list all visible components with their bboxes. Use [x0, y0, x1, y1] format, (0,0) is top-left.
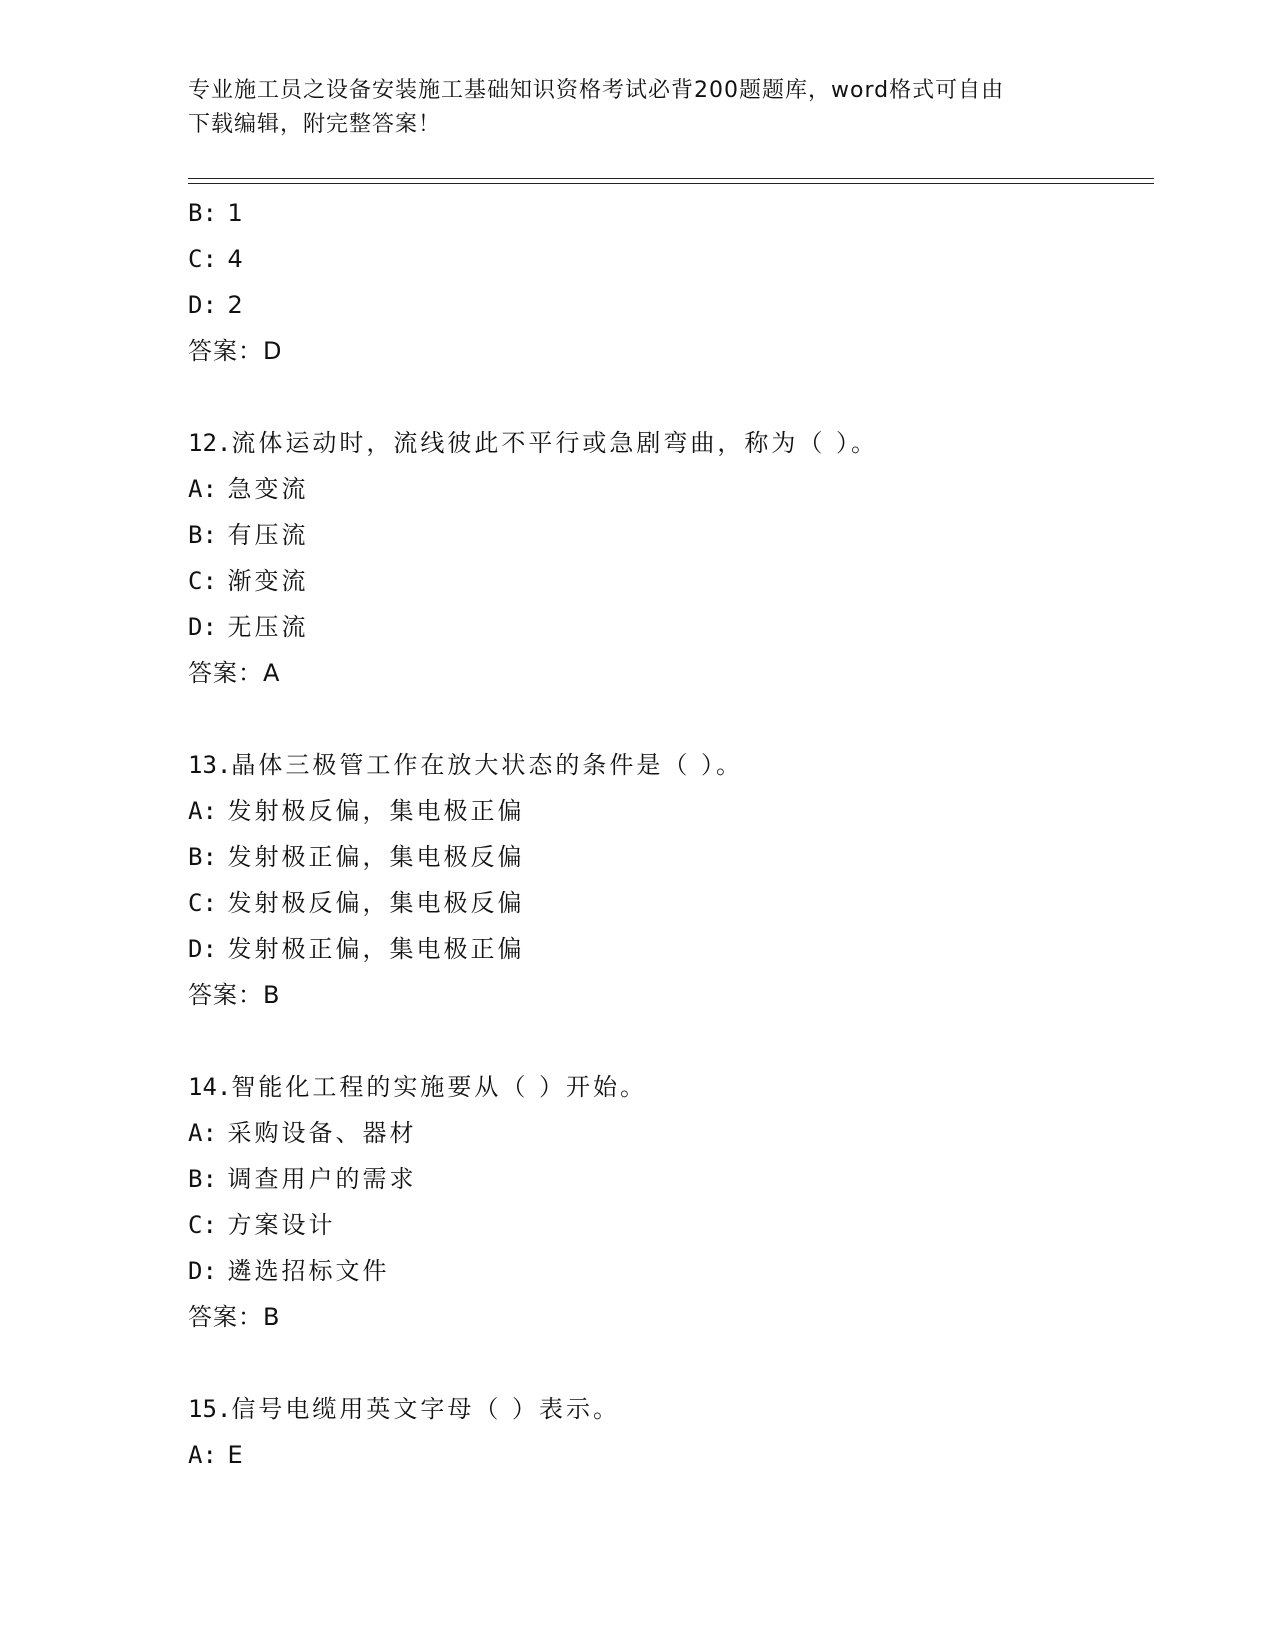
- question-number: 12.: [188, 429, 232, 457]
- answer-label: 答案：: [188, 659, 263, 687]
- option-row: [188, 1110, 1154, 1156]
- answer-row: [188, 1294, 1154, 1340]
- option-row: [188, 1156, 1154, 1202]
- option-separator: :: [202, 1441, 217, 1469]
- option-text: 发射极反偏，集电极反偏: [227, 889, 525, 917]
- answer-value: B: [263, 1303, 281, 1331]
- option-letter: C: [188, 1211, 203, 1239]
- answer-label: 答案：: [188, 337, 263, 365]
- option-text: 调查用户的需求: [227, 1165, 417, 1193]
- answer-value: B: [263, 981, 281, 1009]
- question-text: 智能化工程的实施要从（ ）开始。: [231, 1073, 647, 1101]
- option-separator: :: [202, 199, 217, 227]
- question-spacer: [188, 1018, 1154, 1064]
- option-letter: B: [188, 199, 203, 227]
- answer-row: [188, 972, 1154, 1018]
- option-separator: :: [202, 521, 217, 549]
- option-separator: :: [202, 935, 217, 963]
- option-letter: B: [188, 843, 203, 871]
- answer-value: D: [263, 337, 283, 365]
- option-letter: C: [188, 245, 203, 273]
- question-block-15: [188, 1386, 1154, 1478]
- option-separator: :: [202, 797, 217, 825]
- answer-row: [188, 328, 1154, 374]
- option-letter: C: [188, 567, 203, 595]
- option-text: 发射极反偏，集电极正偏: [227, 797, 525, 825]
- document-header: [188, 74, 1068, 142]
- option-row: [188, 282, 1154, 328]
- answer-row: [188, 650, 1154, 696]
- option-separator: :: [202, 843, 217, 871]
- option-text: E: [227, 1441, 246, 1469]
- option-text: 渐变流: [227, 567, 309, 595]
- option-separator: :: [202, 245, 217, 273]
- question-stem: [188, 1064, 1154, 1110]
- question-block-14: [188, 1064, 1154, 1340]
- question-block-13: [188, 742, 1154, 1018]
- question-text: 信号电缆用英文字母（ ）表示。: [231, 1395, 620, 1423]
- question-stem: [188, 420, 1154, 466]
- option-row: [188, 512, 1154, 558]
- option-row: [188, 558, 1154, 604]
- option-separator: :: [202, 291, 217, 319]
- option-text: 方案设计: [227, 1211, 336, 1239]
- question-block-12: [188, 420, 1154, 696]
- option-row: [188, 834, 1154, 880]
- answer-label: 答案：: [188, 981, 263, 1009]
- option-row: [188, 466, 1154, 512]
- option-letter: D: [188, 935, 203, 963]
- header-divider-bottom: [188, 183, 1154, 184]
- question-stem: [188, 742, 1154, 788]
- answer-label: 答案：: [188, 1303, 263, 1331]
- option-row: [188, 1202, 1154, 1248]
- option-separator: :: [202, 1211, 217, 1239]
- question-number: 14.: [188, 1073, 232, 1101]
- option-letter: D: [188, 613, 203, 641]
- question-stem: [188, 1386, 1154, 1432]
- header-line-2: 下载编辑，附完整答案！: [188, 112, 442, 137]
- question-spacer: [188, 374, 1154, 420]
- option-text: 采购设备、器材: [227, 1119, 417, 1147]
- option-letter: D: [188, 291, 203, 319]
- question-spacer: [188, 1340, 1154, 1386]
- option-separator: :: [202, 475, 217, 503]
- option-separator: :: [202, 613, 217, 641]
- option-letter: B: [188, 521, 203, 549]
- option-separator: :: [202, 889, 217, 917]
- option-letter: A: [188, 797, 203, 825]
- option-letter: B: [188, 1165, 203, 1193]
- question-text: 晶体三极管工作在放大状态的条件是（ ）。: [231, 751, 743, 779]
- option-row: [188, 190, 1154, 236]
- option-text: 2: [227, 291, 246, 319]
- option-letter: A: [188, 1441, 203, 1469]
- option-separator: :: [202, 1165, 217, 1193]
- option-text: 发射极正偏，集电极正偏: [227, 935, 525, 963]
- header-divider-top: [188, 178, 1154, 179]
- question-content: [188, 190, 1154, 1478]
- header-line-1: 专业施工员之设备安装施工基础知识资格考试必背200题题库，word格式可自由: [188, 78, 1005, 103]
- option-row: [188, 236, 1154, 282]
- option-text: 遴选招标文件: [227, 1257, 390, 1285]
- option-separator: :: [202, 1119, 217, 1147]
- option-row: [188, 880, 1154, 926]
- option-row: [188, 788, 1154, 834]
- option-letter: A: [188, 475, 203, 503]
- question-block-11-continued: [188, 190, 1154, 374]
- option-letter: A: [188, 1119, 203, 1147]
- option-text: 急变流: [227, 475, 309, 503]
- question-number: 15.: [188, 1395, 232, 1423]
- question-text: 流体运动时，流线彼此不平行或急剧弯曲，称为（ ）。: [231, 429, 878, 457]
- option-text: 1: [227, 199, 246, 227]
- option-row: [188, 604, 1154, 650]
- option-row: [188, 1248, 1154, 1294]
- option-letter: D: [188, 1257, 203, 1285]
- question-number: 13.: [188, 751, 232, 779]
- question-spacer: [188, 696, 1154, 742]
- option-text: 发射极正偏，集电极反偏: [227, 843, 525, 871]
- option-text: 有压流: [227, 521, 309, 549]
- option-row: [188, 1432, 1154, 1478]
- option-letter: C: [188, 889, 203, 917]
- answer-value: A: [263, 659, 281, 687]
- option-separator: :: [202, 1257, 217, 1285]
- option-row: [188, 926, 1154, 972]
- option-text: 无压流: [227, 613, 309, 641]
- option-text: 4: [227, 245, 246, 273]
- option-separator: :: [202, 567, 217, 595]
